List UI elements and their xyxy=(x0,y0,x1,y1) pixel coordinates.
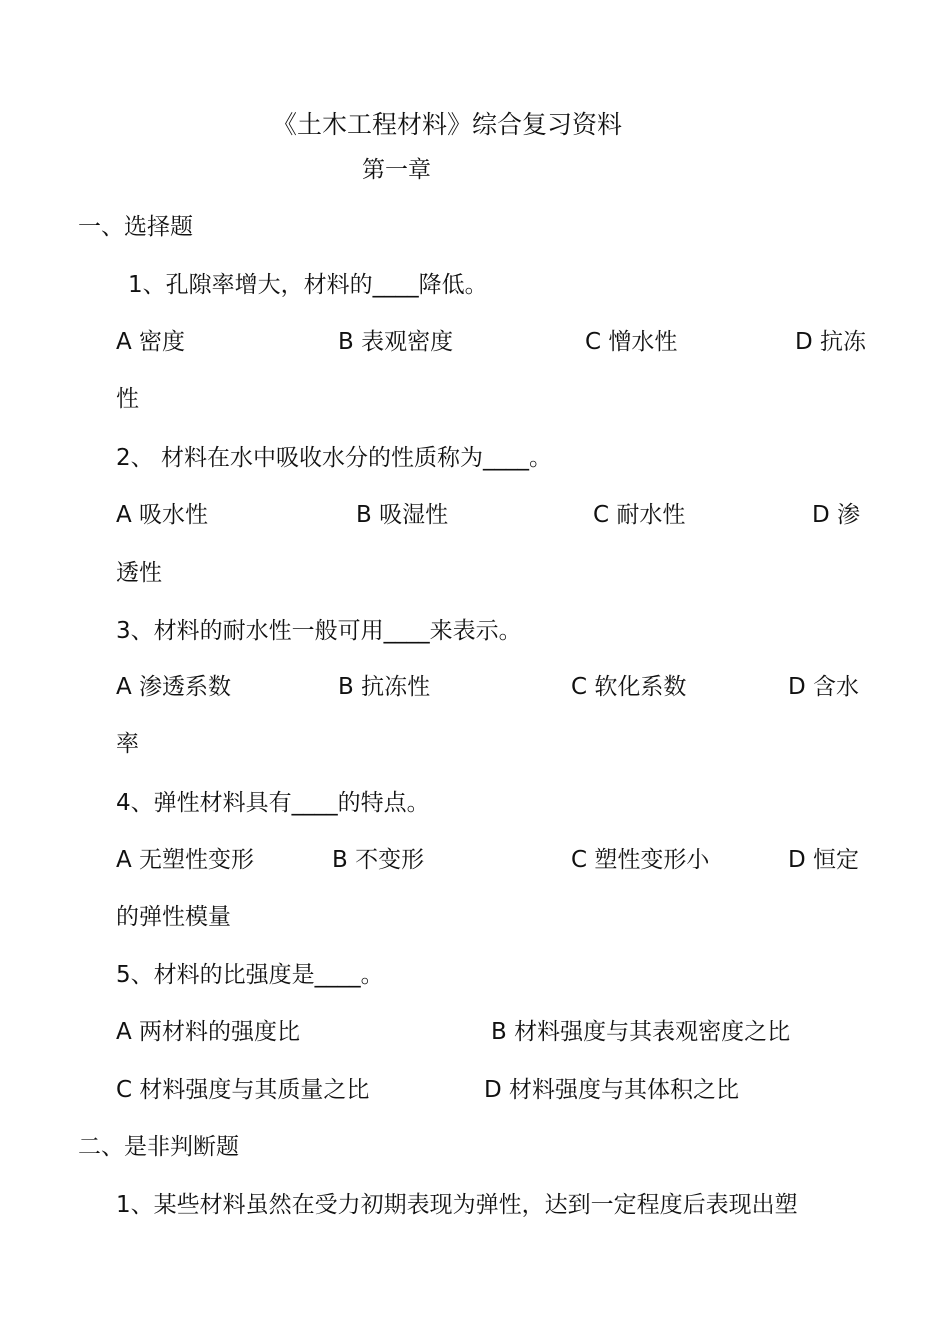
option-b: B 不变形 xyxy=(332,847,425,873)
question-stem: 4、弹性材料具有____的特点。 xyxy=(116,790,430,816)
option-d: D 渗 xyxy=(812,502,861,528)
option-d: D 材料强度与其体积之比 xyxy=(484,1077,740,1103)
option-a: A 渗透系数 xyxy=(116,674,232,700)
option-b: B 材料强度与其表观密度之比 xyxy=(491,1019,791,1045)
question-stem: 1、孔隙率增大，材料的____降低。 xyxy=(128,272,488,298)
option-a: A 无塑性变形 xyxy=(116,847,255,873)
option-d-wrap: 的弹性模量 xyxy=(116,904,231,930)
option-c: C 憎水性 xyxy=(585,329,678,355)
option-c: C 软化系数 xyxy=(571,674,687,700)
question-stem: 5、材料的比强度是____。 xyxy=(116,962,384,988)
option-d: D 含水 xyxy=(788,674,860,700)
option-a: A 密度 xyxy=(116,329,186,355)
option-d-wrap: 透性 xyxy=(116,560,162,586)
option-b: B 吸湿性 xyxy=(356,502,449,528)
option-d-wrap: 性 xyxy=(116,386,139,412)
option-d-wrap: 率 xyxy=(116,731,139,757)
option-c: C 耐水性 xyxy=(593,502,686,528)
question-stem: 3、材料的耐水性一般可用____来表示。 xyxy=(116,618,522,644)
question-stem: 1、某些材料虽然在受力初期表现为弹性，达到一定程度后表现出塑 xyxy=(116,1192,798,1218)
chapter-heading: 第一章 xyxy=(362,157,431,183)
option-a: A 两材料的强度比 xyxy=(116,1019,301,1045)
option-c: C 塑性变形小 xyxy=(571,847,710,873)
option-d: D 恒定 xyxy=(788,847,860,873)
option-a: A 吸水性 xyxy=(116,502,209,528)
section-heading-true-false: 二、是非判断题 xyxy=(78,1134,239,1160)
question-stem: 2、 材料在水中吸收水分的性质称为____。 xyxy=(116,445,552,471)
document-title: 《土木工程材料》综合复习资料 xyxy=(272,110,623,139)
option-c: C 材料强度与其质量之比 xyxy=(116,1077,370,1103)
option-d: D 抗冻 xyxy=(795,329,867,355)
option-b: B 表观密度 xyxy=(338,329,454,355)
section-heading-choice: 一、选择题 xyxy=(78,214,193,240)
option-b: B 抗冻性 xyxy=(338,674,431,700)
